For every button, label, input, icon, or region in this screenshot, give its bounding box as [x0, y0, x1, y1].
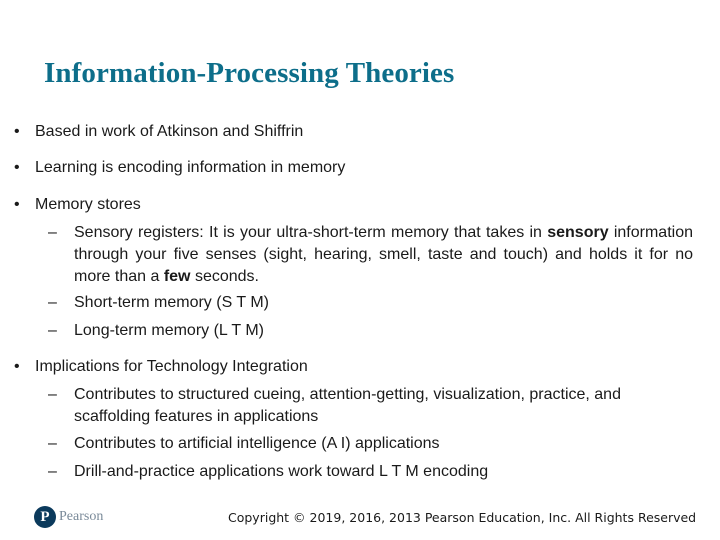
sub-item-contributes-ai: Contributes to artificial intelligence (A I) applications — [74, 435, 440, 452]
sub-dash: – — [48, 386, 57, 403]
bullet-dot: • — [14, 358, 20, 375]
bullet-1-text: Based in work of Atkinson and Shiffrin — [35, 123, 304, 140]
slide-title: Information-Processing Theories — [44, 57, 455, 89]
sub-item-contributes-cueing: Contributes to structured cueing, attention-getting, visualization, practice, and scaffolding features in applications — [74, 386, 621, 425]
bullet-dot: • — [14, 123, 20, 140]
sub-dash: – — [48, 435, 57, 452]
copyright-notice: Copyright © 2019, 2016, 2013 Pearson Education, Inc. All Rights Reserved — [228, 510, 697, 525]
sub-dash: – — [48, 294, 57, 311]
sub-text-part: information through your five senses (sight, hearing, smell, taste and touch) and holds it for no more than a — [74, 224, 694, 285]
sub-text-bold: few — [163, 268, 191, 285]
bullet-dot: • — [14, 196, 20, 213]
sub-item-stm: Short-term memory (S T M) — [74, 294, 269, 311]
sub-text-part: seconds. — [190, 268, 259, 285]
pearson-logo — [34, 506, 103, 528]
sub-dash: – — [48, 463, 57, 480]
pearson-logo-text: Pearson — [59, 509, 104, 524]
sub-text-part: Sensory registers: It is your ultra-short-term memory that takes in — [74, 224, 548, 241]
bullet-4-text: Implications for Technology Integration — [35, 358, 308, 375]
sub-item-drill-practice: Drill-and-practice applications work toward L T M encoding — [74, 463, 489, 480]
pearson-logo-icon: P — [34, 506, 56, 528]
bullet-2-text: Learning is encoding information in memory — [35, 159, 346, 176]
sub-dash: – — [48, 224, 57, 241]
bullet-3-text: Memory stores — [35, 196, 141, 213]
sub-item-sensory-registers — [74, 222, 693, 288]
bullet-dot: • — [14, 159, 20, 176]
sub-text-bold: sensory — [547, 224, 609, 241]
sub-dash: – — [48, 322, 57, 339]
sub-item-ltm: Long-term memory (L T M) — [74, 322, 264, 339]
